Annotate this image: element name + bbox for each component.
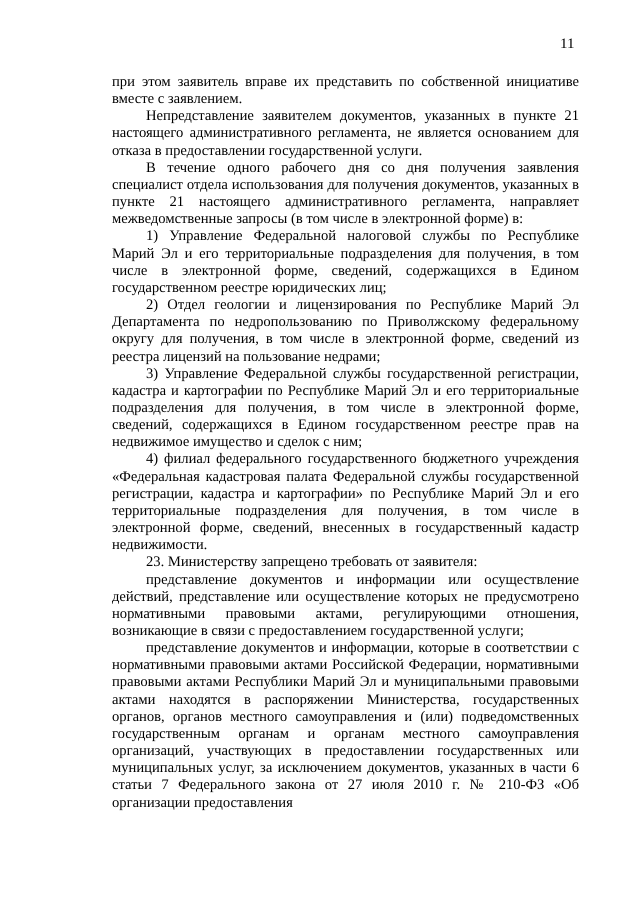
paragraph-p8: 23. Министерству запрещено требовать от заявителя: [146, 554, 478, 571]
paragraph-p1: при этом заявитель вправе их представить по собственной инициативе вместе с заявлением. [112, 74, 579, 108]
paragraph-p10: представление документов и информации, которые в соответствии с нормативными правовыми актами Российской Федерации, нормативными правовыми актами Республики Марий Эл и муниципальными правовыми актами находятся в распоряжении Министерства, государственных органов, органов местного самоуправления и (или) подведомственных государственным органам и органам местного самоуправления организаций, участвующих в предоставлении государственных или муниципальных услуг, за исключением документов, указанных в части 6 статьи 7 Федерального закона от 27 июля 2010 г. № 210-ФЗ «Об организации предоставления [112, 640, 579, 811]
paragraph-p9: представление документов и информации или осуществление действий, представление или осуществление которых не предусмотрено нормативными правовыми актами, регулирующими отношения, возникающие в связи с предоставлением государственной услуги; [112, 571, 579, 639]
paragraph-p4: 1) Управление Федеральной налоговой службы по Республике Марий Эл и его территориальные подразделения для получения, в том числе в электронной форме, сведений, содержащихся в Едином государственном реестре юридических лиц; [112, 228, 579, 296]
page-number: 11 [560, 36, 575, 52]
paragraph-p3: В течение одного рабочего дня со дня получения заявления специалист отдела использования для получения документов, указанных в пункте 21 настоящего административного регламента, направляет межведомственные запросы (в том числе в электронной форме) в: [112, 159, 579, 228]
paragraph-p6: 3) Управление Федеральной службы государственной регистрации, кадастра и картографии по Республике Марий Эл и его территориальные подразделения для получения, в том числе в электронной форме, сведений, содержащихся в Едином государственном реестре прав на недвижимое имущество и сделок с ним; [112, 365, 579, 451]
paragraph-p2: Непредставление заявителем документов, указанных в пункте 21 настоящего административного регламента, не является основанием для отказа в предоставлении государственной услуги. [112, 108, 579, 159]
paragraph-p5: 2) Отдел геологии и лицензирования по Республике Марий Эл Департамента по недропользованию по Приволжскому федеральному округу для получения, в том числе в электронной форме, сведений из реестра лицензий на пользование недрами; [112, 297, 579, 365]
paragraph-p7: 4) филиал федерального государственного бюджетного учреждения «Федеральная кадастровая палата Федеральной службы государственной регистрации, кадастра и картографии» по Республике Марий Эл и его территориальные подразделения для получения, в том числе в электронной форме, сведений, внесенных в государственный кадастр недвижимости. [112, 451, 579, 554]
document-body [112, 74, 579, 812]
